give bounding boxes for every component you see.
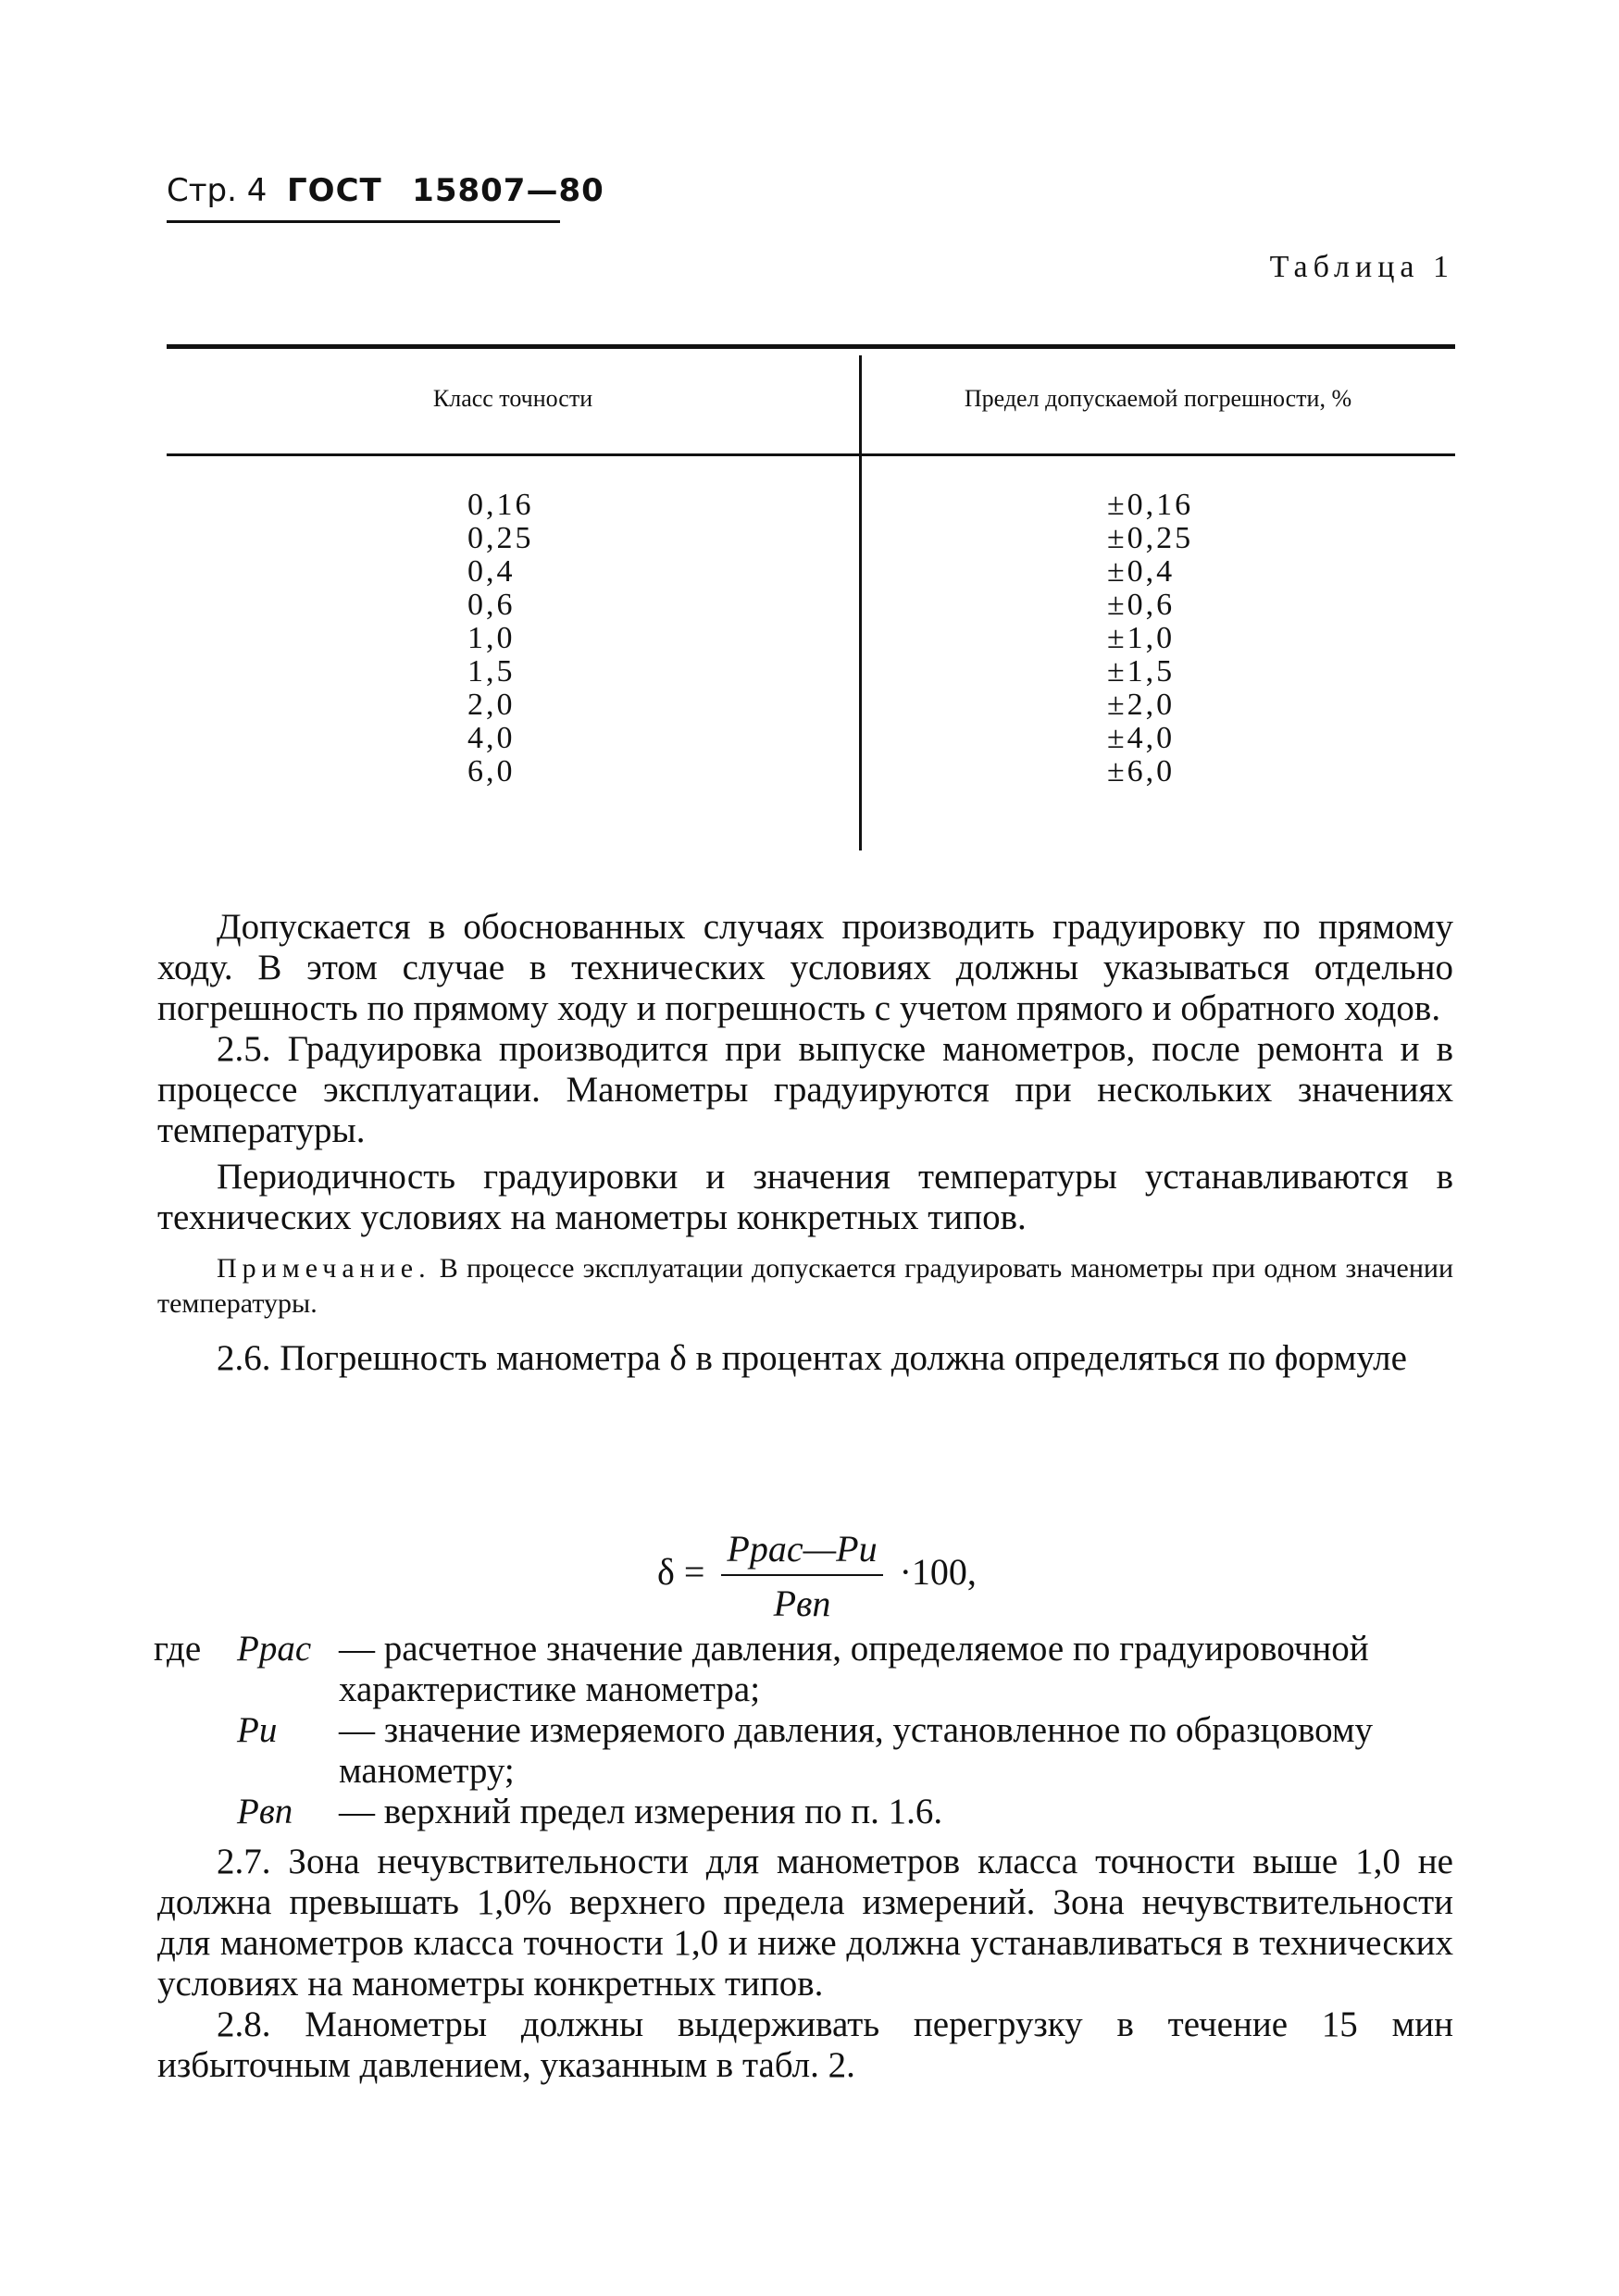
- accuracy-class-column: [467, 489, 534, 788]
- table-cell: ±1,0: [1107, 621, 1176, 655]
- legend-symbol: Pвп: [237, 1792, 293, 1831]
- formula-numerator: Pрас—Pи: [721, 1527, 882, 1576]
- page-number: Стр. 4: [167, 172, 268, 209]
- table-label: Таблица 1: [1269, 250, 1454, 284]
- formula-denominator: Pвп: [773, 1582, 831, 1624]
- formula-tail: ·100,: [899, 1551, 977, 1594]
- table-cell: 0,16: [467, 488, 534, 522]
- table-cell: 2,0: [467, 688, 516, 722]
- page-header: [167, 172, 604, 209]
- table-cell: ±0,25: [1107, 521, 1194, 555]
- table-cell: ±0,4: [1107, 554, 1176, 589]
- table-header-class: Класс точности: [432, 385, 593, 412]
- table-cell: ±4,0: [1107, 721, 1176, 755]
- table-top-rule: [167, 344, 1455, 349]
- note-label: Примечание.: [217, 1253, 431, 1284]
- table-cell: 0,25: [467, 521, 534, 555]
- table-cell: ±2,0: [1107, 688, 1176, 722]
- standard-number: 15807—80: [412, 172, 604, 209]
- table-header-limit: Предел допускаемой погрешности, %: [964, 385, 1352, 412]
- table-header-rule: [167, 453, 1455, 456]
- paragraph-2-7: 2.7. Зона нечувствительности для манометров класса точности выше 1,0 не должна превышать 1,0% верхнего предела измерений. Зона нечувствительности для манометров класса точности 1,0 и ниже должна устанавливаться в технических условиях на манометры конкретных типов.: [157, 1842, 1453, 2004]
- table-cell: 1,0: [467, 621, 516, 655]
- text-block-2: [157, 1842, 1453, 2086]
- paragraph-2-5: 2.5. Градуировка производится при выпуске манометров, после ремонта и в процессе эксплуатации. Манометры градуируются при нескольких значениях температуры.: [157, 1029, 1453, 1150]
- formula-lhs: δ =: [657, 1551, 705, 1594]
- error-limit-column: [1107, 489, 1193, 788]
- table-cell: ±0,16: [1107, 488, 1194, 522]
- text-block-1: [157, 907, 1453, 1379]
- table-cell: ±6,0: [1107, 754, 1176, 788]
- table-cell: ±1,5: [1107, 654, 1176, 689]
- header-rule: [167, 220, 560, 223]
- table-column-divider: [859, 355, 862, 850]
- paragraph-2-8: 2.8. Манометры должны выдерживать перегрузку в течение 15 мин избыточным давлением, указанным в табл. 2.: [157, 2004, 1453, 2085]
- paragraph-2-6: 2.6. Погрешность манометра δ в процентах должна определяться по формуле: [217, 1338, 1407, 1378]
- paragraph: Допускается в обоснованных случаях производить градуировку по прямому ходу. В этом случае в технических условиях должны указываться отдельно погрешность по прямому ходу и погрешность с учетом прямого и обратного ходов.: [157, 907, 1453, 1028]
- legend-definition: — расчетное значение давления, определяемое по градуировочной характеристике манометра;: [339, 1629, 1369, 1709]
- table-cell: 0,4: [467, 554, 516, 589]
- legend-symbol: Pи: [237, 1710, 278, 1750]
- table-cell: 0,6: [467, 588, 516, 622]
- note: [157, 1251, 1453, 1322]
- legend-definition: — значение измеряемого давления, установленное по образцовому манометру;: [339, 1710, 1374, 1791]
- table-cell: ±0,6: [1107, 588, 1176, 622]
- table-cell: 1,5: [467, 654, 516, 689]
- legend-definition: — верхний предел измерения по п. 1.6.: [339, 1792, 943, 1831]
- formula-legend: [154, 1629, 1450, 1842]
- standard-label: ГОСТ: [287, 172, 382, 209]
- error-formula: [657, 1527, 977, 1625]
- table-cell: 6,0: [467, 754, 516, 788]
- legend-intro: где: [154, 1629, 202, 1669]
- table-cell: 4,0: [467, 721, 516, 755]
- note-text: В процессе эксплуатации допускается градуировать манометры при одном значении температуры.: [157, 1253, 1453, 1319]
- legend-symbol: Pрас: [237, 1629, 312, 1669]
- formula-fraction: [721, 1527, 882, 1625]
- paragraph: Периодичность градуировки и значения температуры устанавливаются в технических условиях на манометры конкретных типов.: [157, 1157, 1453, 1237]
